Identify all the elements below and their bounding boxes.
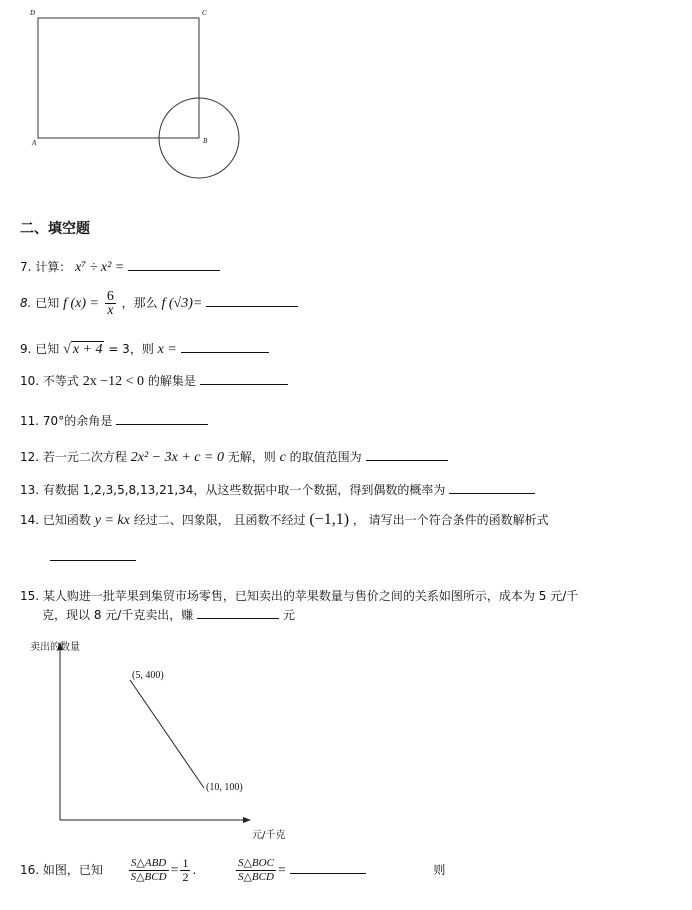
question-9: 9. 已知 √ x + 4 = 3，则 x = [20, 340, 269, 358]
question-14: 14. 已知函数 y = kx 经过二、四象限， 且函数不经过 (−1,1) ， 请写出一个符合条件的函数解析式 [20, 511, 549, 528]
section-title: 二、填空题 [20, 221, 90, 237]
fraction-6-over-x: $\frac{6}{x}$ [106, 289, 114, 318]
label-d: D [30, 9, 36, 17]
question-12: 12. 若一元二次方程 2x² − 3x + c = 0 无解，则 c 的取值范围为 [20, 448, 448, 466]
question-16: 16. 如图，已知 $\frac{\text{S△ABD}}{\text{S△BCD}}$ = $\frac{1}{2}$ . $\frac{\text{S△BOC}}{\text{S△BCD}}$ = 则 [20, 856, 446, 884]
question-13: 13. 有数据 1,2,3,5,8,13,21,34，从这些数据中取一个数据，得到偶数的概率为 [20, 481, 535, 498]
question-7: 7. 计算： x⁷ ÷ x² = [20, 258, 220, 276]
answer-blank-16[interactable] [290, 861, 366, 874]
fraction-abd-bcd: $\frac{\text{S△ABD}}{\text{S△BCD}}$ [130, 857, 167, 883]
answer-blank-11[interactable] [116, 412, 208, 425]
question-10: 10. 不等式 2x −12 < 0 的解集是 [20, 372, 288, 390]
chart-ylabel: 卖出的数量 [30, 642, 80, 653]
radicand: x + 4 [72, 342, 103, 357]
fraction-one-half: $\frac{1}{2}$ [182, 856, 189, 884]
answer-blank-8[interactable] [206, 294, 298, 307]
fraction-boc-bcd: $\frac{\text{S△BOC}}{\text{S△BCD}}$ [237, 857, 274, 883]
data-label-point-2: (10, 100) [206, 782, 243, 793]
series-line [130, 680, 204, 788]
label-a: A [32, 139, 37, 147]
geometry-figure [0, 0, 692, 200]
label-c: C [202, 9, 207, 17]
question-11: 11. 70°的余角是 [20, 412, 208, 429]
answer-blank-14[interactable] [50, 548, 136, 561]
answer-blank-7[interactable] [128, 258, 220, 271]
question-15-line1: 15. 某人购进一批苹果到集贸市场零售，已知卖出的苹果数量与售价之间的关系如图所示，成本为 5 元/千 [20, 589, 579, 603]
label-b: B [203, 137, 208, 145]
answer-blank-15[interactable] [197, 606, 279, 619]
price-quantity-chart [0, 630, 692, 840]
data-label-point-1: (5, 400) [132, 670, 164, 681]
answer-blank-13[interactable] [449, 481, 535, 494]
answer-blank-10[interactable] [200, 372, 288, 385]
rectangle-abcd [38, 18, 199, 138]
answer-blank-12[interactable] [366, 448, 448, 461]
answer-blank-9[interactable] [181, 340, 269, 353]
x-axis-arrow [243, 817, 251, 823]
question-8: 8. 已知 f (x) = $\frac{6}{x}$ ，那么 f (√3)= [20, 290, 298, 317]
chart-xlabel: 元/千克 [252, 830, 286, 841]
question-15-line2: 克，现以 8 元/千克卖出，赚 元 [42, 608, 295, 622]
